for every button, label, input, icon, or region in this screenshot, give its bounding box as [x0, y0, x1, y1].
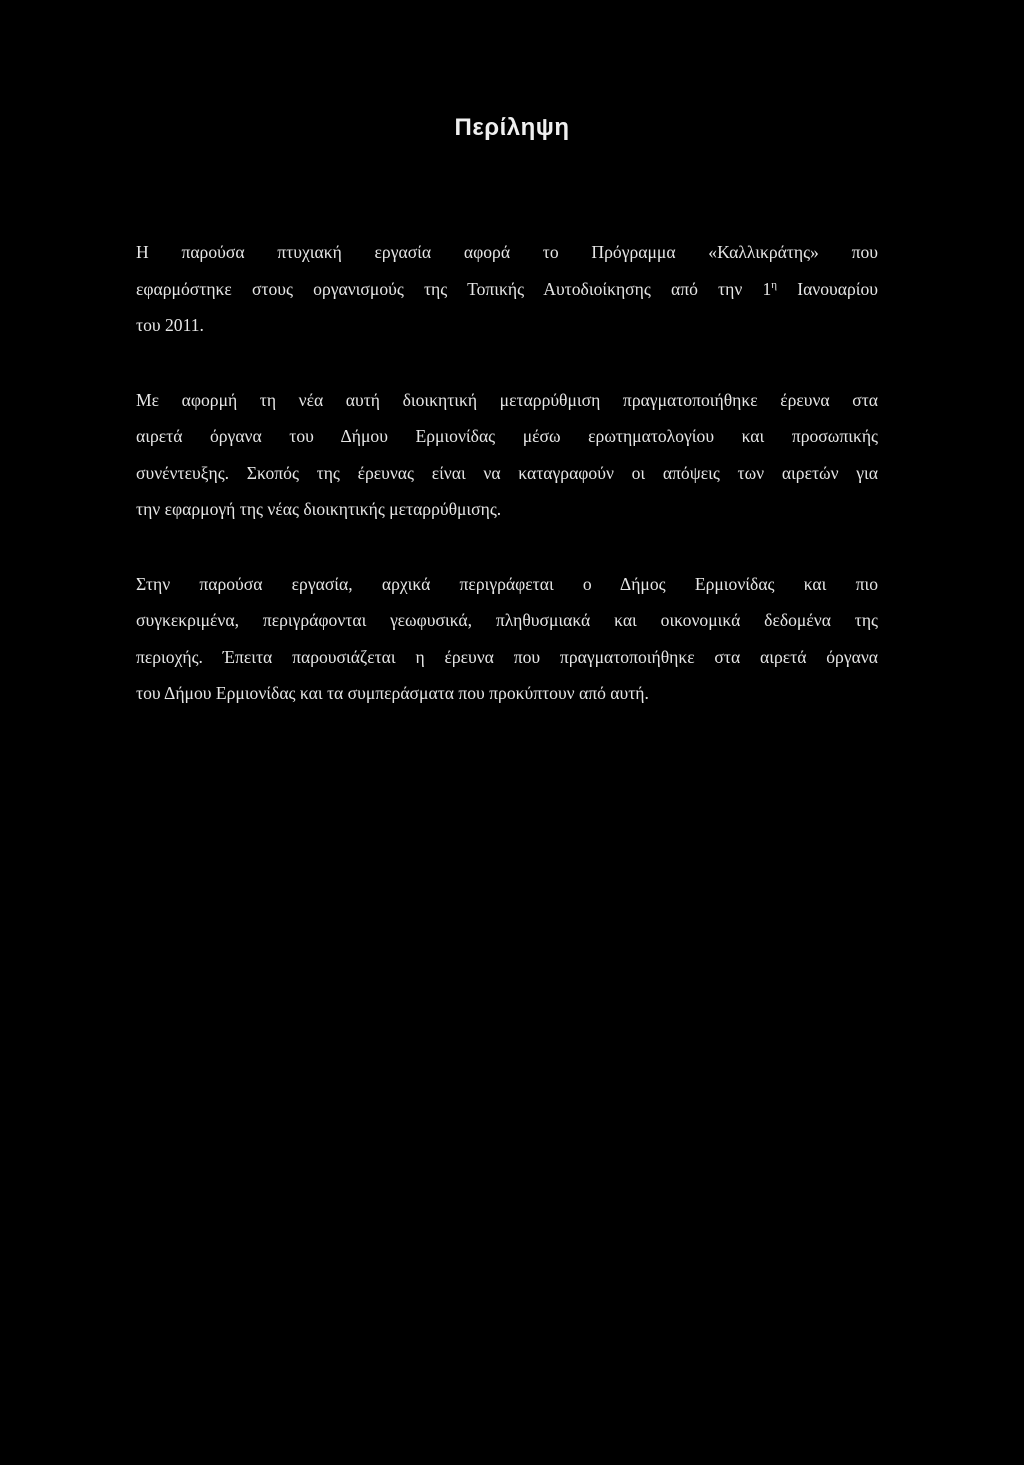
ordinal-superscript: η — [771, 278, 778, 291]
paragraph-line: συνέντευξης. Σκοπός της έρευνας είναι να καταγραφούν οι απόψεις των αιρετών για — [136, 462, 878, 483]
paragraph-2 — [136, 382, 878, 528]
page-title: Περίληψη — [454, 114, 570, 141]
line-text: Ιανουαρίου — [777, 278, 878, 299]
paragraph-line: Η παρούσα πτυχιακή εργασία αφορά το Πρόγραμμα «Καλλικράτης» που — [136, 242, 878, 262]
paragraph-1 — [136, 234, 878, 344]
paragraph-line: Με αφορμή τη νέα αυτή διοικητική μεταρρύθμιση πραγματοποιήθηκε έρευνα στα — [136, 389, 878, 410]
paragraph-line: Στην παρούσα εργασία, αρχικά περιγράφεται ο Δήμος Ερμιονίδας και πιο — [136, 573, 878, 594]
paragraph-3 — [136, 566, 878, 712]
paragraph-line: περιοχής. Έπειτα παρουσιάζεται η έρευνα που πραγματοποιήθηκε στα αιρετά όργανα — [136, 646, 878, 667]
paragraph-line: την εφαρμογή της νέας διοικητικής μεταρρύθμισης. — [136, 499, 502, 519]
paragraph-line: συγκεκριμένα, περιγράφονται γεωφυσικά, πληθυσμιακά και οικονομικά δεδομένα της — [136, 610, 878, 630]
line-text: εφαρμόστηκε στους οργανισμούς της Τοπικής Αυτοδιοίκησης από την 1 — [136, 278, 772, 299]
paragraph-line: του Δήμου Ερμιονίδας και τα συμπεράσματα που προκύπτουν από αυτή. — [136, 683, 649, 703]
paragraph-line: αιρετά όργανα του Δήμου Ερμιονίδας μέσω ερωτηματολογίου και προσωπικής — [136, 426, 878, 446]
paragraph-line — [136, 271, 878, 308]
paragraph-line: του 2011. — [136, 315, 204, 335]
abstract-body — [136, 234, 878, 750]
